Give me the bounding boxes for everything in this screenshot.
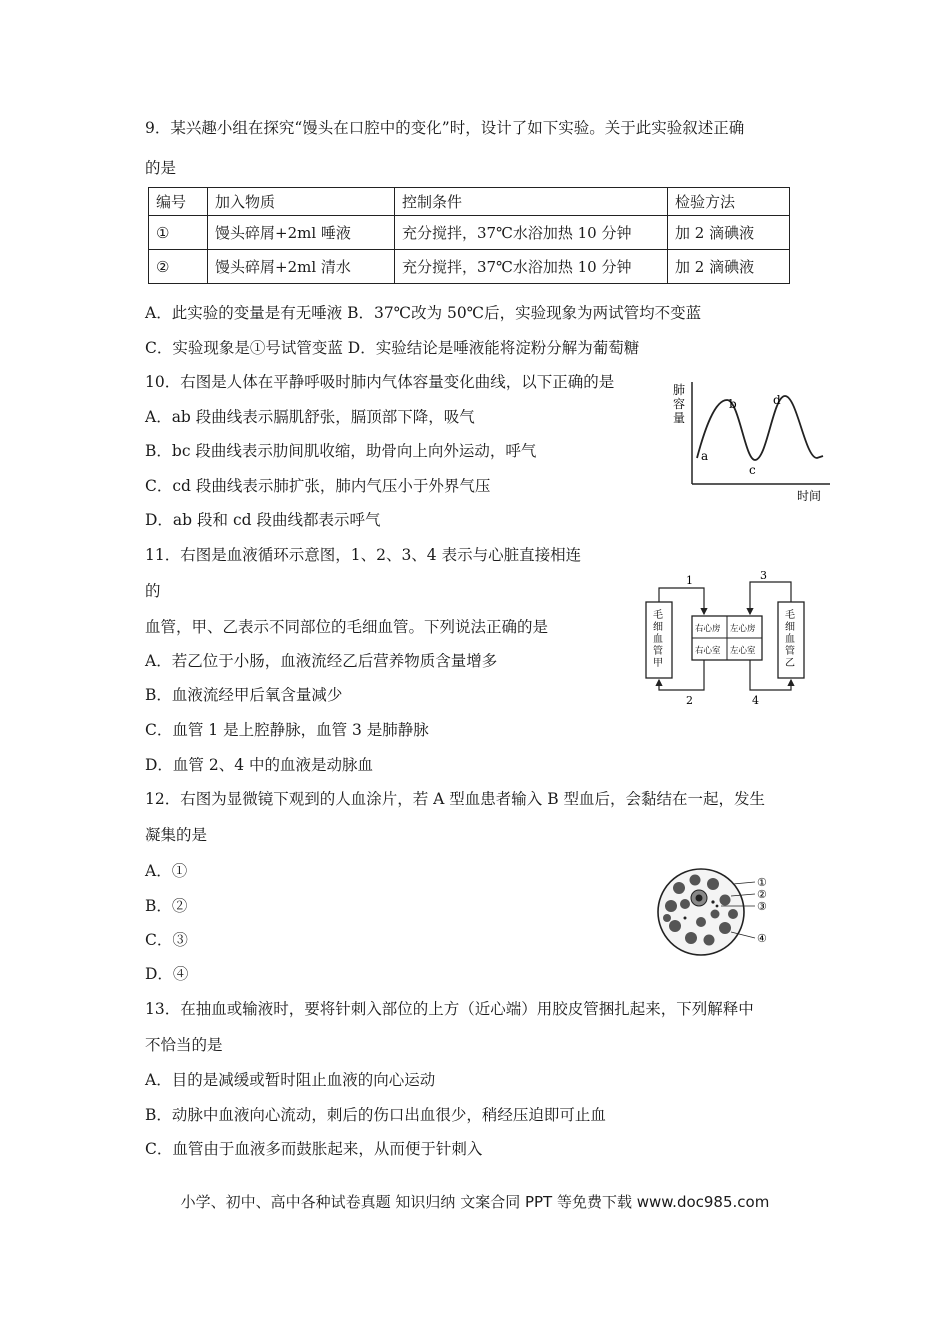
point-c-label: c [749,463,756,477]
capillary-yi-char: 细 [785,622,795,633]
right-ventricle-label: 右心室 [695,646,721,656]
y-axis-label-char: 容 [673,397,686,411]
table-header-cell: 编号 [149,188,208,216]
table-row [149,216,790,250]
right-atrium-label: 右心房 [695,624,721,634]
table-cell: 加 2 滴碘液 [668,216,790,250]
capillary-yi-char: 管 [785,646,795,657]
vessel-2-label: 2 [686,694,693,707]
table-cell: 馒头碎屑+2ml 唾液 [208,216,395,250]
q9-experiment-table [148,187,790,284]
q11-option-b: B．血液流经甲后氧含量减少 [145,686,343,704]
q12-option-a: A．① [145,862,188,880]
vessel-3-label: 3 [760,569,767,582]
table-cell: 充分搅拌，37℃水浴加热 10 分钟 [395,250,668,284]
table-row [149,250,790,284]
q10-option-a: A．ab 段曲线表示膈肌舒张，膈顶部下降，吸气 [145,408,475,426]
q13-stem-line1: 13．在抽血或输液时，要将针刺入部位的上方（近心端）用胶皮管捆扎起来，下列解释中 [145,1000,754,1018]
table-cell: ① [149,216,208,250]
vessel-2 [659,660,704,690]
table-cell: 加 2 滴碘液 [668,250,790,284]
table-cell: 馒头碎屑+2ml 清水 [208,250,395,284]
table-header-cell: 检验方法 [668,188,790,216]
blood-circulation-diagram [642,568,812,710]
blood-smear-figure [655,866,775,960]
capillary-yi-char: 血 [785,634,795,645]
q13-option-a: A．目的是减缓或暂时阻止血液的向心运动 [145,1071,436,1089]
point-d-label: d [773,393,781,407]
vessel-1-label: 1 [686,574,693,587]
q11-stem-line3: 血管，甲、乙表示不同部位的毛细血管。下列说法正确的是 [145,618,549,636]
lung-volume-curve [697,396,823,460]
table-header-row [149,188,790,216]
q13-option-c: C．血管由于血液多而鼓胀起来，从而便于针刺入 [145,1140,483,1158]
capillary-jia-char: 管 [653,646,663,657]
point-b-label: b [729,397,737,411]
q11-option-d: D．血管 2、4 中的血液是动脉血 [145,756,374,774]
label-4: ④ [757,932,767,945]
capillary-yi-char: 乙 [785,658,795,669]
page-footer: 小学、初中、高中各种试卷真题 知识归纳 文案合同 PPT 等免费下载 www.doc985.com [180,1193,770,1211]
y-axis-label-char: 肺 [673,383,686,397]
q10-option-c: C．cd 段曲线表示肺扩张，肺内气压小于外界气压 [145,477,491,495]
q9-options-line1: A．此实验的变量是有无唾液 B．37℃改为 50℃后，实验现象为两试管均不变蓝 [145,304,702,322]
vessel-4-label: 4 [752,694,759,707]
q11-stem-line1: 11．右图是血液循环示意图，1、2、3、4 表示与心脏直接相连 [145,546,582,564]
label-2: ② [757,888,767,901]
q9-stem-line2: 的是 [145,159,177,177]
capillary-jia-char: 细 [653,622,663,633]
left-ventricle-label: 左心室 [730,646,756,656]
q11-stem-line2: 的 [145,582,161,600]
vessel-1 [659,588,704,614]
q13-option-b: B．动脉中血液向心流动，刺后的伤口出血很少，稍经压迫即可止血 [145,1106,606,1124]
table-header-cell: 控制条件 [395,188,668,216]
left-atrium-label: 左心房 [730,624,756,634]
capillary-jia-char: 毛 [653,610,663,621]
label-3: ③ [757,900,767,913]
label-1: ① [757,876,767,889]
q12-option-b: B．② [145,897,188,915]
table-header-cell: 加入物质 [208,188,395,216]
q10-stem: 10．右图是人体在平静呼吸时肺内气体容量变化曲线，以下正确的是 [145,373,615,391]
q11-option-c: C．血管 1 是上腔静脉，血管 3 是肺静脉 [145,721,429,739]
capillary-jia-char: 甲 [653,658,663,669]
q12-option-c: C．③ [145,931,188,949]
point-a-label: a [701,449,709,463]
q12-option-d: D．④ [145,965,189,983]
q12-stem-line1: 12．右图为显微镜下观到的人血涂片，若 A 型血患者输入 B 型血后，会黏结在一起，发生 [145,790,766,808]
capillary-yi-char: 毛 [785,610,795,621]
table-cell: 充分搅拌，37℃水浴加热 10 分钟 [395,216,668,250]
capillary-jia-char: 血 [653,634,663,645]
q13-stem-line2: 不恰当的是 [145,1036,223,1054]
q10-option-b: B．bc 段曲线表示肋间肌收缩，助骨向上向外运动，呼气 [145,442,537,460]
table-cell: ② [149,250,208,284]
q11-option-a: A．若乙位于小肠，血液流经乙后营养物质含量增多 [145,652,498,670]
x-axis-label: 时间 [797,489,822,503]
q10-option-d: D．ab 段和 cd 段曲线都表示呼气 [145,511,381,529]
q9-stem-line1: 9．某兴趣小组在探究“馒头在口腔中的变化”时，设计了如下实验。关于此实验叙述正确 [145,119,745,137]
lung-volume-curve-figure [665,378,845,503]
q9-options-line2: C．实验现象是①号试管变蓝 D．实验结论是唾液能将淀粉分解为葡萄糖 [145,339,640,357]
q12-stem-line2: 凝集的是 [145,826,208,844]
y-axis-label-char: 量 [673,411,686,425]
